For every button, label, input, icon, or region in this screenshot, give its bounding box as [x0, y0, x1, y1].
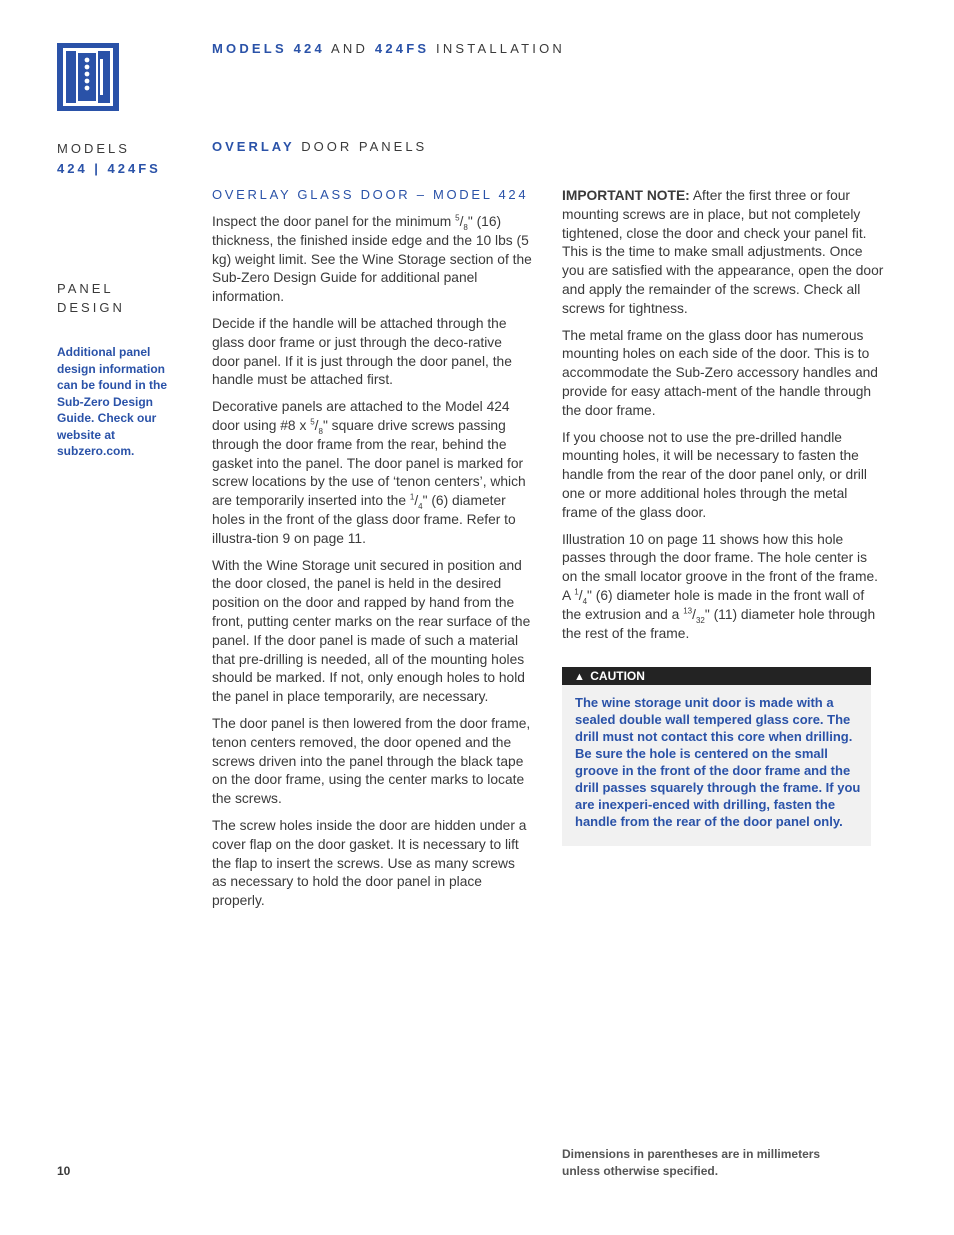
- header-model-424: 424: [293, 41, 325, 56]
- sidebar-models-label: MODELS: [57, 141, 130, 156]
- paragraph: IMPORTANT NOTE: After the first three or four mounting screws are in place, but not completely tightened, close the door and check your panel fit. This is the time to make small adjustments. Once you are satisfied with the appearance, open the door and apply the remainder of the screws. Check all screws for tightness.: [562, 188, 884, 316]
- header-models-label: MODELS: [212, 41, 287, 56]
- footer-note: Dimensions in parentheses are in millimeters unless otherwise specified.: [562, 1147, 821, 1178]
- section-title: [212, 139, 427, 154]
- paragraph: Decorative panels are attached to the Model 424 door using #8 x $^5/_8$" square drive screws passing through the door frame from the rear, behind the gasket into the panel. The door panel is marked for screw locations by the use of ‘tenon centers’, which are temporarily inserted into the $^1/_4$" (6) diameter holes in the front of the glass door frame. Refer to illustra-tion 9 on page 11.: [212, 399, 526, 546]
- section-overlay-label: OVERLAY: [212, 139, 295, 154]
- paragraph: Decide if the handle will be attached through the glass door frame or just through the deco-rative door panel. If it is just through the door panel, the handle must be attached first.: [212, 315, 512, 388]
- paragraph: Inspect the door panel for the minimum $^5/_8$" (16) thickness, the finished inside edge and the 10 lbs (5 kg) weight limit. See the Wine Storage section of the Sub-Zero Design Guide for additional panel information.: [212, 213, 532, 305]
- paragraph: With the Wine Storage unit secured in position and the door closed, the panel is held in the desired position on the door and rapped by hand from the front, putting center marks on the rear surface of the panel. If the door panel is made of such a material that pre-drilling is needed, all of the mounting holes should be marked. If not, only enough holes to hold the panel in place temporarily, are necessary.: [212, 557, 531, 705]
- warning-triangle-icon: ▲: [574, 671, 585, 684]
- header-model-424fs: 424FS: [374, 41, 430, 56]
- sidebar-design-label: DESIGN: [57, 300, 125, 315]
- paragraph: If you choose not to use the pre-drilled handle mounting holes, it will be necessary to fasten the handle from the rear of the door panel only, or drill one or more additional holes through the metal frame of the glass door.: [562, 429, 867, 520]
- column-right: [562, 187, 884, 846]
- caution-bar: [562, 667, 871, 685]
- sidebar-note: Additional panel design information can be found in the Sub-Zero Design Guide. Check our website at subzero.com.: [57, 345, 167, 458]
- paragraph: The metal frame on the glass door has numerous mounting holes on each side of the door. This is to accommodate the Sub-Zero accessory handles and provide for easy attach-ment of the handle through the door frame.: [562, 327, 878, 418]
- paragraph: Illustration 10 on page 11 shows how this hole passes through the door frame. The hole center is on the small locator groove in the front of the frame. A $^1/_4$" (6) diameter hole is made in the front wall of the extrusion and a $^{13}/_{32}$" (11) diameter hole through the rest of the frame.: [562, 531, 878, 641]
- subheading: OVERLAY GLASS DOOR – MODEL 424: [212, 187, 529, 202]
- section-title-rest: DOOR PANELS: [301, 139, 428, 154]
- header-and-label: AND: [331, 41, 369, 56]
- header-installation-label: INSTALLATION: [436, 41, 565, 56]
- important-note-label: IMPORTANT NOTE:: [562, 188, 690, 203]
- caution-box: [562, 667, 871, 846]
- sidebar-models-value: 424 | 424FS: [57, 161, 161, 176]
- paragraph: The door panel is then lowered from the door frame, tenon centers removed, the door opened and the screws driven into the panel through the black tape on the door frame, using the center marks to locate the screws.: [212, 715, 531, 807]
- page-header: [212, 41, 565, 56]
- sidebar-panel-label: PANEL: [57, 281, 114, 296]
- page-number: 10: [57, 1164, 71, 1178]
- caution-text: The wine storage unit door is made with a sealed double wall tempered glass core. The drill must not contact this core when drilling. Be sure the hole is centered on the small groove in the front of the door frame and the drill passes squarely through the frame. If you are inexperi-enced with drilling, fasten the handle from the rear of the door panel only.: [575, 695, 861, 830]
- sidebar-panel-design: [57, 279, 125, 317]
- paragraph: The screw holes inside the door are hidden under a cover flap on the door gasket. It is necessary to lift the flap to insert the screws. Use as many screws as necessary to hold the door panel in place properly.: [212, 817, 527, 909]
- sidebar-models: [57, 139, 161, 179]
- caution-label: CAUTION: [590, 669, 645, 684]
- wine-storage-unit-icon: [57, 43, 119, 111]
- column-left: [212, 187, 532, 919]
